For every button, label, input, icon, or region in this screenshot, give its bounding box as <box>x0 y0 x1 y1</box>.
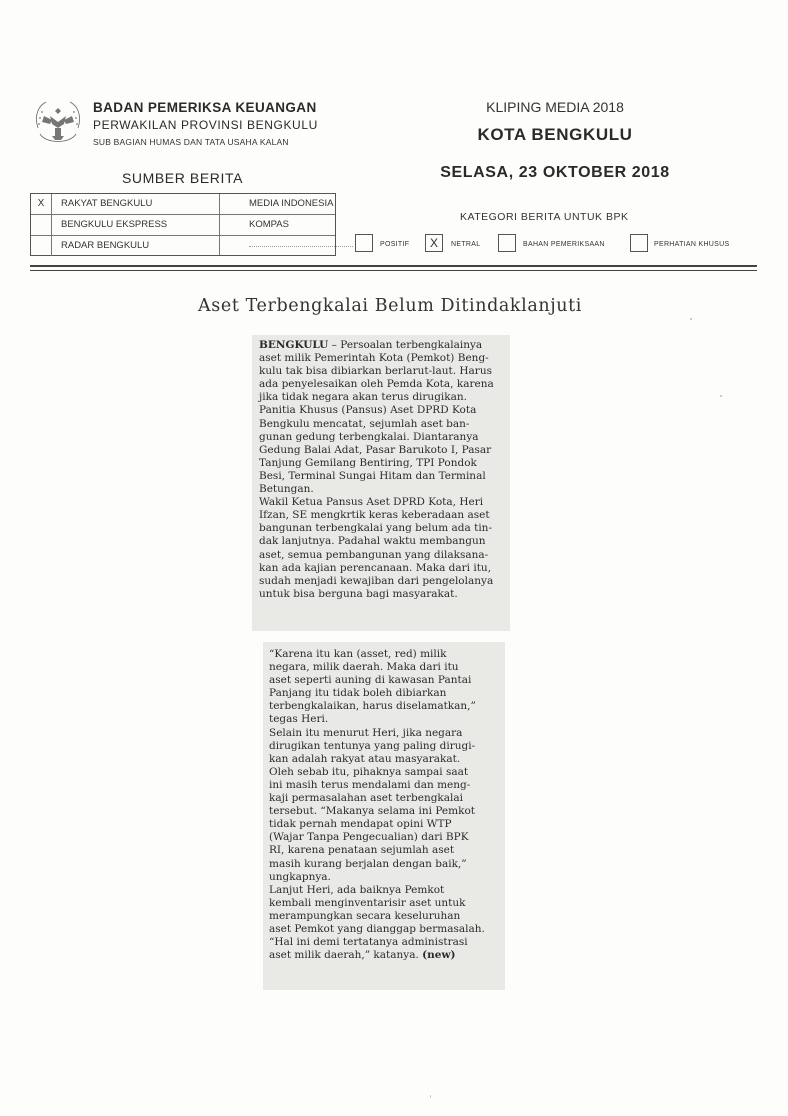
bpk-emblem-logo <box>28 94 88 154</box>
article-line: ungkapnya. <box>269 870 331 883</box>
category-label-netral: NETRAL <box>451 241 481 248</box>
publication-date: SELASA, 23 OKTOBER 2018 <box>440 164 670 181</box>
article-line: RI, karena penataan sejumlah aset <box>269 844 455 857</box>
article-line: bangunan terbengkalai yang belum ada tin- <box>259 522 492 535</box>
article-line: kan ada kajian perencanaan. Maka dari itu, <box>259 561 492 574</box>
source-name: RADAR BENGKULU <box>61 240 150 251</box>
article-line: masih kurang berjalan dengan baik,” <box>269 857 467 870</box>
category-checkbox-netral[interactable]: X <box>425 234 443 252</box>
source-mark <box>31 236 52 256</box>
article-line: kulu tak bisa dibiarkan berlarut-laut. Harus <box>259 365 492 378</box>
category-label-positif: POSITIF <box>380 241 410 248</box>
category-label-perhatian-khusus: PERHATIAN KHUSUS <box>654 241 730 248</box>
article-line: negara, milik daerah. Maka dari itu <box>269 661 459 674</box>
article-signoff: (new) <box>422 949 456 962</box>
source-mark <box>31 215 52 235</box>
article-line: Gedung Balai Adat, Pasar Barukoto I, Pasar <box>259 443 492 456</box>
article-headline: Aset Terbengkalai Belum Ditindaklanjuti <box>198 296 582 316</box>
category-label-bahan-pemeriksaan: BAHAN PEMERIKSAAN <box>523 241 605 248</box>
article-line: dirugikan tentunya yang paling dirugi- <box>269 739 476 752</box>
article-line: aset milik Pemerintah Kota (Pemkot) Beng- <box>259 352 489 365</box>
header-separator <box>30 265 757 267</box>
source-name: RAKYAT BENGKULU <box>61 198 153 209</box>
org-division: SUB BAGIAN HUMAS DAN TATA USAHA KALAN <box>93 137 289 147</box>
article-line: kan adalah rakyat atau masyarakat. <box>269 752 461 765</box>
category-checkbox-perhatian-khusus[interactable] <box>630 234 648 252</box>
scan-speck <box>690 318 692 320</box>
article-line: aset seperti auning di kawasan Pantai <box>269 674 472 687</box>
article-line: tersebut. “Makanya selama ini Pemkot <box>269 805 475 818</box>
article-line: “Karena itu kan (asset, red) milik <box>269 648 447 660</box>
source-table <box>30 193 336 256</box>
article-line: dak lanjutnya. Padahal waktu membangun <box>259 535 486 548</box>
article-line: Lanjut Heri, ada baiknya Pemkot <box>269 883 445 896</box>
article-line: sudah menjadi kewajiban dari pengelolanya <box>259 574 494 587</box>
source-name: BENGKULU EKSPRESS <box>61 219 168 230</box>
article-line: ini masih terus mendalami dan meng- <box>269 778 471 791</box>
article-line: Panitia Khusus (Pansus) Aset DPRD Kota <box>259 404 477 417</box>
article-dateline: BENGKULU <box>259 339 329 351</box>
article-clipping-2 <box>263 642 505 990</box>
category-checkbox-bahan-pemeriksaan[interactable] <box>498 234 516 252</box>
article-line: gunan gedung terbengkalai. Diantaranya <box>259 430 479 443</box>
scan-speck <box>430 1095 431 1098</box>
article-line: Tanjung Gemilang Bentiring, TPI Pondok <box>259 456 477 469</box>
article-line: untuk bisa berguna bagi masyarakat. <box>259 587 458 600</box>
article-line: kaji permasalahan aset terbengkalai <box>269 792 464 805</box>
article-line: kembali menginventarisir aset untuk <box>269 896 466 909</box>
header-separator <box>30 270 757 271</box>
article-line: aset milik daerah,” katanya. (new) <box>269 949 456 962</box>
kliping-title: KLIPING MEDIA 2018 <box>486 99 624 115</box>
article-line: tidak pernah mendapat opini WTP <box>269 818 452 831</box>
article-line: Besi, Terminal Sungai Hitam dan Terminal <box>259 469 486 482</box>
city-title: KOTA BENGKULU <box>477 125 633 144</box>
article-line: Ifzan, SE mengkrtik keras keberadaan aset <box>259 509 490 522</box>
source-mark: X <box>31 194 52 214</box>
source-row <box>31 214 335 235</box>
category-checkbox-positif[interactable] <box>355 234 373 252</box>
article-line: “Hal ini demi tertatanya administrasi <box>269 936 468 949</box>
article-line: merampungkan secara keseluruhan <box>269 909 461 922</box>
article-line: ada penyelesaikan oleh Pemda Kota, karena <box>259 378 494 391</box>
article-line: Wakil Ketua Pansus Aset DPRD Kota, Heri <box>259 496 484 509</box>
blank-line <box>249 246 353 247</box>
org-branch: PERWAKILAN PROVINSI BENGKULU <box>93 118 318 132</box>
article-clipping-1 <box>252 335 510 631</box>
article-line: tegas Heri. <box>269 713 329 726</box>
source-title: SUMBER BERITA <box>121 170 244 186</box>
source-name: KOMPAS <box>249 219 289 230</box>
article-line: jika tidak negara akan terus dirugikan. <box>259 391 467 404</box>
article-line: – Persoalan terbengkalainya <box>328 339 483 351</box>
article-line: Betungan. <box>259 483 314 496</box>
source-row <box>31 194 335 214</box>
source-name: MEDIA INDONESIA <box>249 198 334 209</box>
article-line: aset, semua pembangunan yang dilaksana- <box>259 548 489 561</box>
article-line: Selain itu menurut Heri, jika negara <box>269 726 463 739</box>
article-line: Oleh sebab itu, pihaknya sampai saat <box>269 765 469 778</box>
article-line: (Wajar Tanpa Pengecualian) dari BPK <box>269 831 469 844</box>
article-line: Bengkulu mencatat, sejumlah aset ban- <box>259 417 470 430</box>
article-line: terbengkalaikan, harus diselamatkan,” <box>269 700 476 713</box>
article-line: aset Pemkot yang dianggap bermasalah. <box>269 922 485 935</box>
scan-speck <box>720 395 722 397</box>
category-title: KATEGORI BERITA UNTUK BPK <box>460 211 629 223</box>
org-name: BADAN PEMERIKSA KEUANGAN <box>93 100 317 115</box>
article-line: Panjang itu tidak boleh dibiarkan <box>269 687 447 700</box>
table-divider <box>219 194 220 255</box>
